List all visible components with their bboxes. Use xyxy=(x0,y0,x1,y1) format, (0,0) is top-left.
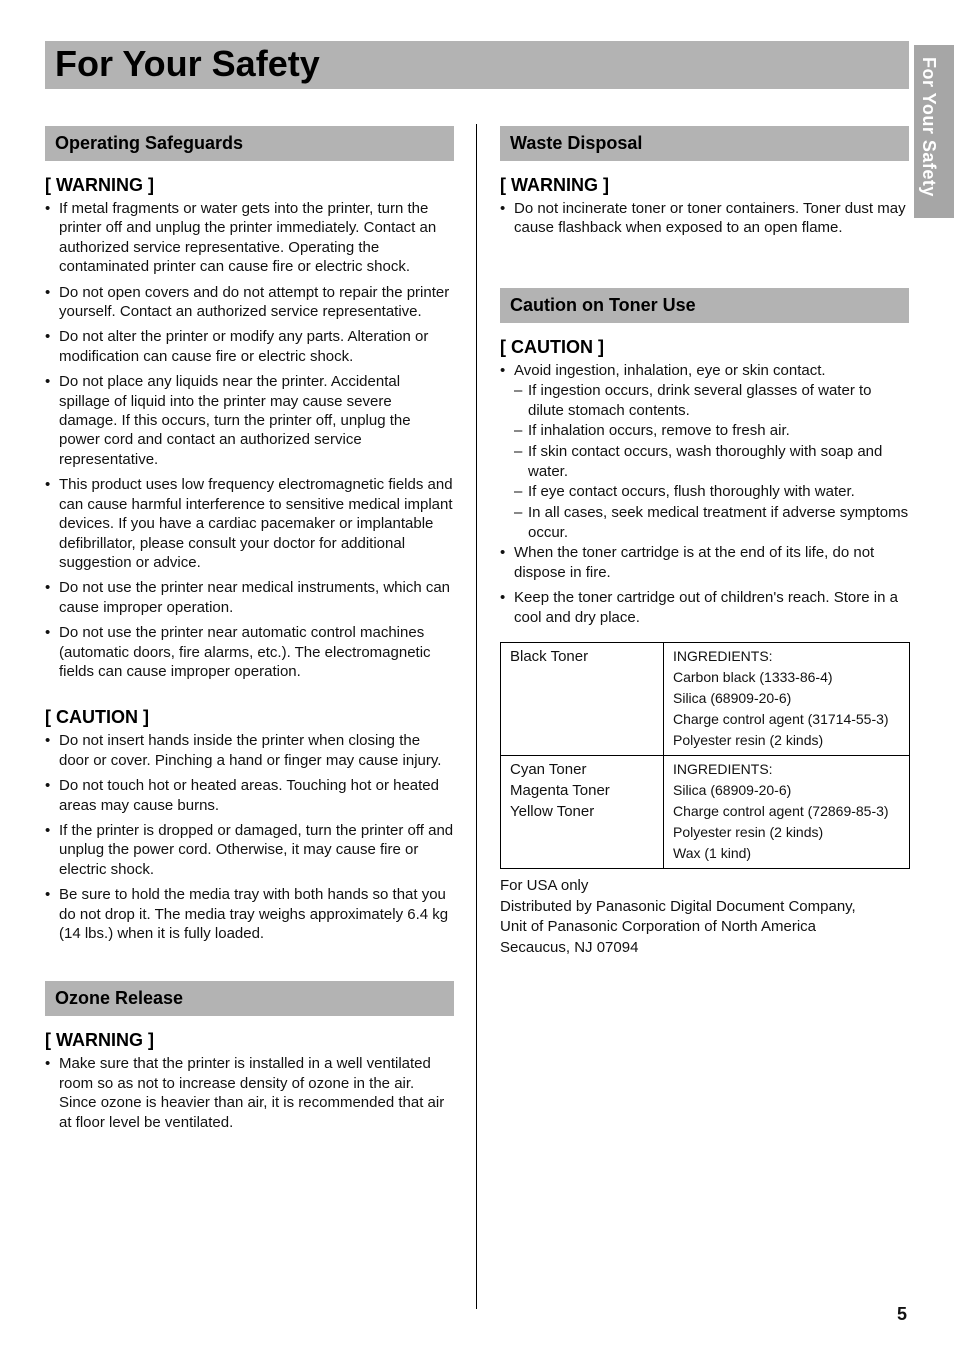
list-item: • Do not touch hot or heated areas. Touching hot or heated areas may cause burns. xyxy=(45,776,454,815)
page-number: 5 xyxy=(897,1304,908,1324)
ingredient: INGREDIENTS: xyxy=(673,648,773,665)
list-item: • Do not incinerate toner or toner containers. Toner dust may cause flashback when exposed to an open flame. xyxy=(500,199,909,238)
list-item: • Do not insert hands inside the printer when closing the door or cover. Pinching a hand or finger may cause injury. xyxy=(45,731,454,770)
distributor-line: Distributed by Panasonic Digital Document Company, xyxy=(500,897,856,915)
table-cell-ingredients xyxy=(664,756,910,869)
waste-warning-list xyxy=(500,199,909,238)
side-tab-label: For Your Safety xyxy=(919,57,939,197)
ingredient: Wax (1 kind) xyxy=(673,845,752,862)
list-item: • When the toner cartridge is at the end of its life, do not dispose in fire. xyxy=(500,543,909,582)
toner-caution-list xyxy=(500,361,909,627)
sub-list-item: – If inhalation occurs, remove to fresh air. xyxy=(514,421,909,440)
distributor-line: For USA only xyxy=(500,877,589,895)
sub-list-item: – If eye contact occurs, flush thoroughly with water. xyxy=(514,482,909,501)
ingredient: Polyester resin (2 kinds) xyxy=(673,824,824,841)
ingredient: Silica (68909-20-6) xyxy=(673,782,792,799)
table-row xyxy=(501,756,910,869)
list-item: • Keep the toner cartridge out of children's reach. Store in a cool and dry place. xyxy=(500,588,909,627)
page-title: For Your Safety xyxy=(55,43,320,84)
distributor-line: Secaucus, NJ 07094 xyxy=(500,938,639,956)
left-column xyxy=(45,126,454,1138)
section-heading-operating-safeguards: Operating Safeguards xyxy=(45,126,454,161)
toner-name: Black Toner xyxy=(510,648,589,666)
distributor-info xyxy=(500,876,909,958)
sub-list xyxy=(514,381,909,542)
caution-label: [ CAUTION ] xyxy=(45,707,149,728)
ozone-warning-list xyxy=(45,1054,454,1132)
sub-list-item: – If skin contact occurs, wash thoroughly with soap and water. xyxy=(514,442,909,481)
section-heading-ozone-release: Ozone Release xyxy=(45,981,454,1016)
toner-name: Cyan Toner xyxy=(510,761,587,779)
ingredient: INGREDIENTS: xyxy=(673,761,773,778)
toner-ingredients-table xyxy=(500,642,910,869)
ingredient: Silica (68909-20-6) xyxy=(673,690,792,707)
toner-name: Yellow Toner xyxy=(510,803,595,821)
toner-name: Magenta Toner xyxy=(510,782,610,800)
list-item: • Do not alter the printer or modify any parts. Alteration or modification can cause fire or electric shock. xyxy=(45,327,454,366)
list-item: • Make sure that the printer is installed in a well ventilated room so as not to increase density of ozone in the air. Since ozone is heavier than air, it is recommended that air at floor level be ventilated. xyxy=(45,1054,454,1132)
warning-list xyxy=(45,199,454,681)
sub-list-item: – In all cases, seek medical treatment if adverse symptoms occur. xyxy=(514,503,909,542)
column-divider xyxy=(476,124,477,1309)
warning-label: [ WARNING ] xyxy=(500,175,609,195)
list-item: • If metal fragments or water gets into the printer, turn the printer off and unplug the printer immediately. Contact an authorized service representative. Operating the contaminated printer can cause fire or electric shock. xyxy=(45,199,454,277)
ingredient: Charge control agent (31714-55-3) xyxy=(673,711,889,728)
sub-list-item: – If ingestion occurs, drink several glasses of water to dilute stomach contents. xyxy=(514,381,909,420)
list-item: • Be sure to hold the media tray with both hands so that you do not drop it. The media tray weighs approximately 6.4 kg (14 lbs.) when it is fully loaded. xyxy=(45,885,454,943)
list-item xyxy=(500,361,909,542)
title-bar xyxy=(45,41,909,89)
list-item: • Do not use the printer near medical instruments, which can cause improper operation. xyxy=(45,578,454,617)
table-cell-toner-names xyxy=(501,756,664,869)
table-row xyxy=(501,643,910,756)
table-cell-toner-names xyxy=(501,643,664,756)
caution-label: [ CAUTION ] xyxy=(500,336,604,357)
table-cell-ingredients xyxy=(664,643,910,756)
list-item: • Do not place any liquids near the printer. Accidental spillage of liquid into the printer may cause severe damage. If this occurs, turn the printer off, unplug the power cord and contact an authorized service representative. xyxy=(45,372,454,469)
ingredient: Polyester resin (2 kinds) xyxy=(673,732,824,749)
warning-label: [ WARNING ] xyxy=(45,175,154,195)
list-item: • If the printer is dropped or damaged, turn the printer off and unplug the power cord. Otherwise, it may cause fire or electric shock. xyxy=(45,821,454,879)
warning-label: [ WARNING ] xyxy=(45,1030,154,1051)
section-heading-waste-disposal: Waste Disposal xyxy=(500,126,909,161)
ingredient: Charge control agent (72869-85-3) xyxy=(673,803,889,820)
right-column xyxy=(500,126,909,958)
list-item-text: Avoid ingestion, inhalation, eye or skin contact. xyxy=(514,361,826,379)
side-tab xyxy=(914,45,954,218)
list-item: • Do not use the printer near automatic control machines (automatic doors, fire alarms, etc.). The electromagnetic fields can cause improper operation. xyxy=(45,623,454,681)
section-heading-caution-on-toner-use: Caution on Toner Use xyxy=(500,288,909,323)
distributor-line: Unit of Panasonic Corporation of North America xyxy=(500,918,816,936)
list-item: • Do not open covers and do not attempt to repair the printer yourself. Contact an authorized service representative. xyxy=(45,283,454,322)
list-item: • This product uses low frequency electromagnetic fields and can cause harmful interference to sensitive medical implant devices. If you have a cardiac pacemaker or implantable defibrillator, please consult your doctor for additional suggestion or advice. xyxy=(45,475,454,572)
ingredient: Carbon black (1333-86-4) xyxy=(673,669,833,686)
caution-list xyxy=(45,731,454,943)
